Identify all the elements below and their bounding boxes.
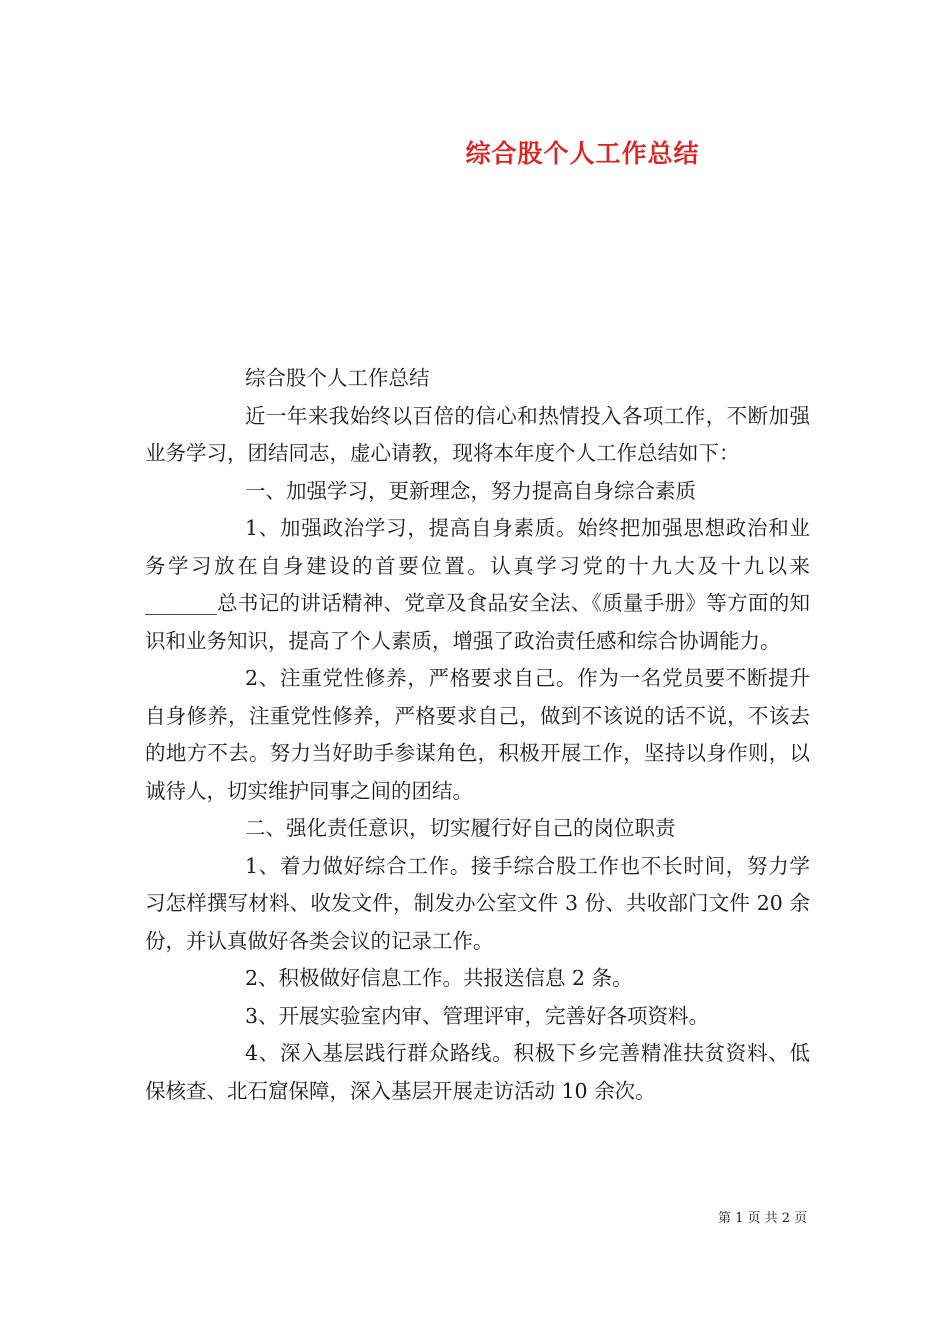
paragraph-2-3: 3、开展实验室内审、管理评审，完善好各项资料。	[245, 1003, 710, 1028]
document-body	[145, 360, 810, 1110]
paragraph-heading: 综合股个人工作总结	[245, 366, 430, 390]
paragraph-2-1: 1、着力做好综合工作。接手综合股工作也不长时间，努力学习怎样撰写材料、收发文件，制发办公室文件 3 份、共收部门文件 20 余份，并认真做好各类会议的记录工作。	[145, 853, 810, 953]
page-footer: 第 1 页 共 2 页	[718, 1211, 808, 1226]
paragraph-2-4: 4、深入基层践行群众路线。积极下乡完善精准扶贫资料、低保核查、北石窟保障，深入基层开展走访活动 10 余次。	[145, 1041, 810, 1103]
section-heading-1: 一、加强学习，更新理念，努力提高自身综合素质	[245, 478, 696, 503]
paragraph-1-2: 2、注重党性修养，严格要求自己。作为一名党员要不断提升自身修养，注重党性修养，严格要求自己，做到不该说的话不说，不该去的地方不去。努力当好助手参谋角色，积极开展工作，坚持以身作则，以诚待人，切实维护同事之间的团结。	[145, 666, 810, 803]
paragraph-intro: 近一年来我始终以百倍的信心和热情投入各项工作，不断加强业务学习，团结同志，虚心请教，现将本年度个人工作总结如下：	[145, 403, 810, 465]
page-title: 综合股个人工作总结	[465, 139, 700, 168]
paragraph-1-1: 1、加强政治学习，提高自身素质。始终把加强思想政治和业务学习放在自身建设的首要位置。认真学习党的十九大及十九以来_______总书记的讲话精神、党章及食品安全法、《质量手册》等方面的知识和业务知识，提高了个人素质，增强了政治责任感和综合协调能力。	[145, 516, 810, 653]
paragraph-2-2: 2、积极做好信息工作。共报送信息 2 条。	[245, 966, 633, 990]
section-heading-2: 二、强化责任意识，切实履行好自己的岗位职责	[245, 816, 676, 840]
